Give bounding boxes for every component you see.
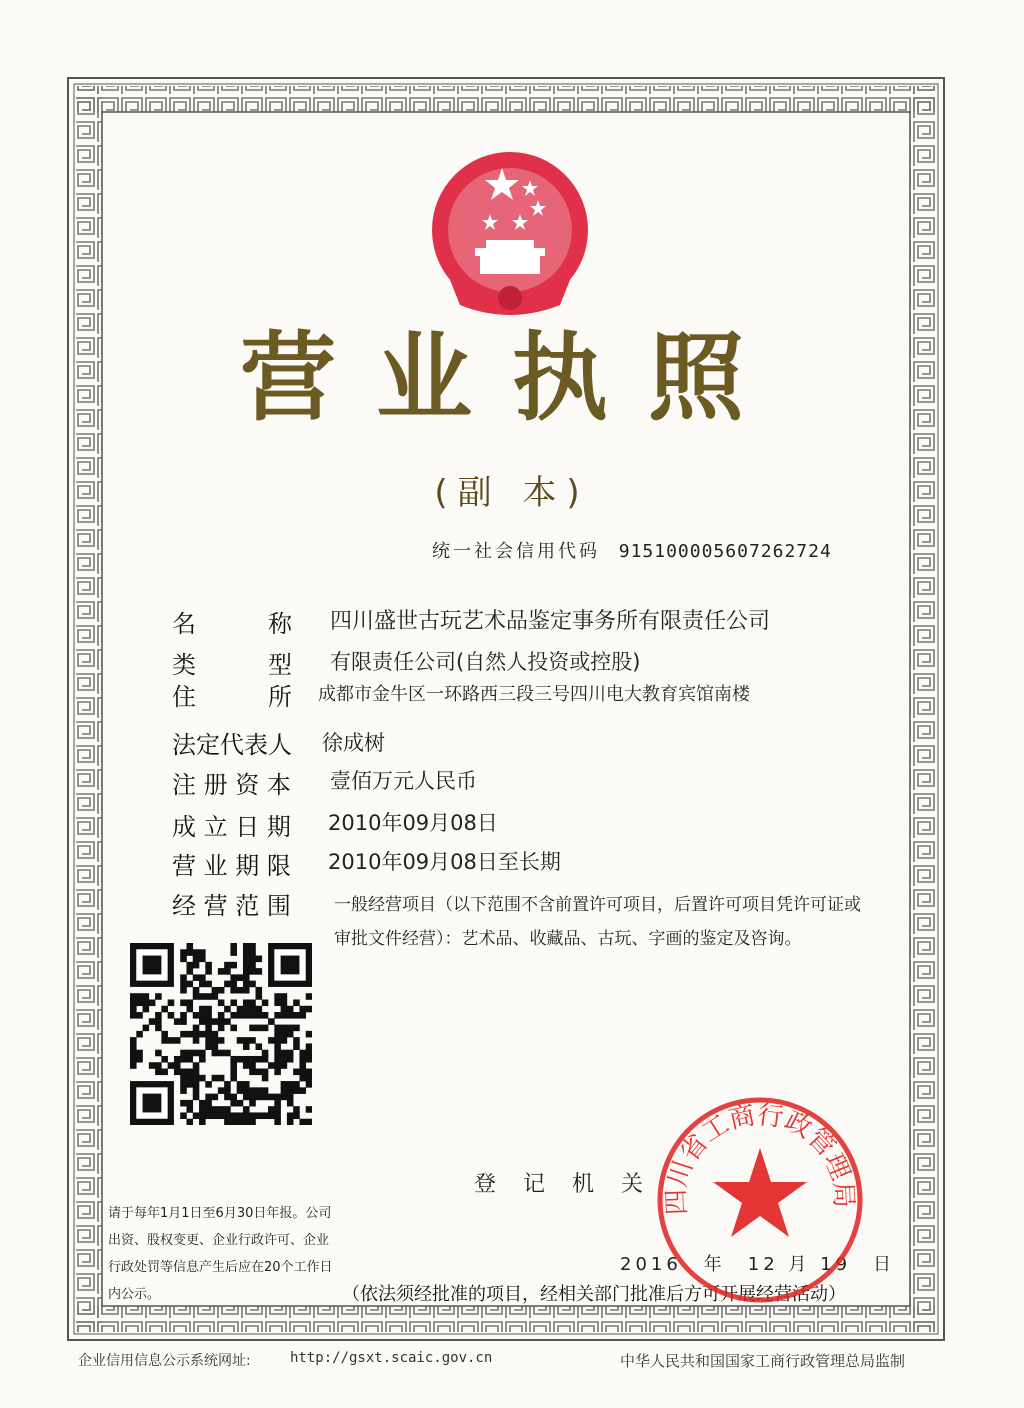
term-value: 2010年09月08日至长期 <box>328 850 561 874</box>
approval-note: （依法须经批准的项目，经相关部门批准后方可开展经营活动） <box>342 1284 846 1305</box>
name-label: 名 称 <box>172 610 292 638</box>
type-label: 类 型 <box>172 651 292 679</box>
term-label: 营 业 期 限 <box>172 852 291 880</box>
registration-authority-label: 登 记 机 关 <box>474 1172 653 1197</box>
legal-rep-value: 徐成树 <box>322 731 385 755</box>
established-value: 2010年09月08日 <box>328 811 498 835</box>
national-emblem-icon <box>420 140 600 330</box>
official-seal-icon <box>650 1090 870 1310</box>
footer-website-url[interactable]: http://gsxt.scaic.gov.cn <box>290 1350 493 1366</box>
svg-text:四川省工商行政管理局: 四川省工商行政管理局 <box>661 1100 859 1216</box>
scope-label: 经 营 范 围 <box>172 892 291 920</box>
qr-code-icon[interactable] <box>130 943 312 1125</box>
credit-code-value: 915100005607262724 <box>618 541 832 562</box>
capital-label: 注 册 资 本 <box>172 771 291 799</box>
type-value: 有限责任公司(自然人投资或控股) <box>330 650 641 674</box>
footer-supervisor: 中华人民共和国国家工商行政管理总局监制 <box>620 1352 906 1370</box>
credit-code-label: 统一社会信用代码 <box>432 541 600 562</box>
document-title: 营业执照 <box>240 321 784 434</box>
address-value: 成都市金牛区一环路西三段三号四川电大教育宾馆南楼 <box>318 684 750 705</box>
document-subtitle: (副 本) <box>434 473 590 513</box>
capital-value: 壹佰万元人民币 <box>330 769 477 793</box>
established-label: 成 立 日 期 <box>172 813 291 841</box>
annual-report-notice: 请于每年1月1日至6月30日年报。公司出资、股权变更、企业行政许可、企业行政处罚等信息产生后应在20个工作日内公示。 <box>108 1206 333 1302</box>
footer-website-label: 企业信用信息公示系统网址: <box>78 1353 251 1369</box>
address-label: 住 所 <box>172 683 292 711</box>
credit-code <box>432 537 832 563</box>
scope-value: 一般经营项目（以下范围不含前置许可项目，后置许可项目凭许可证或审批文件经营）：艺术品、收藏品、古玩、字画的鉴定及咨询。 <box>334 895 861 949</box>
issue-date: 2016 年 12 月 19 日 <box>620 1254 896 1275</box>
name-value: 四川盛世古玩艺术品鉴定事务所有限责任公司 <box>330 609 771 634</box>
legal-rep-label: 法定代表人 <box>172 731 292 759</box>
